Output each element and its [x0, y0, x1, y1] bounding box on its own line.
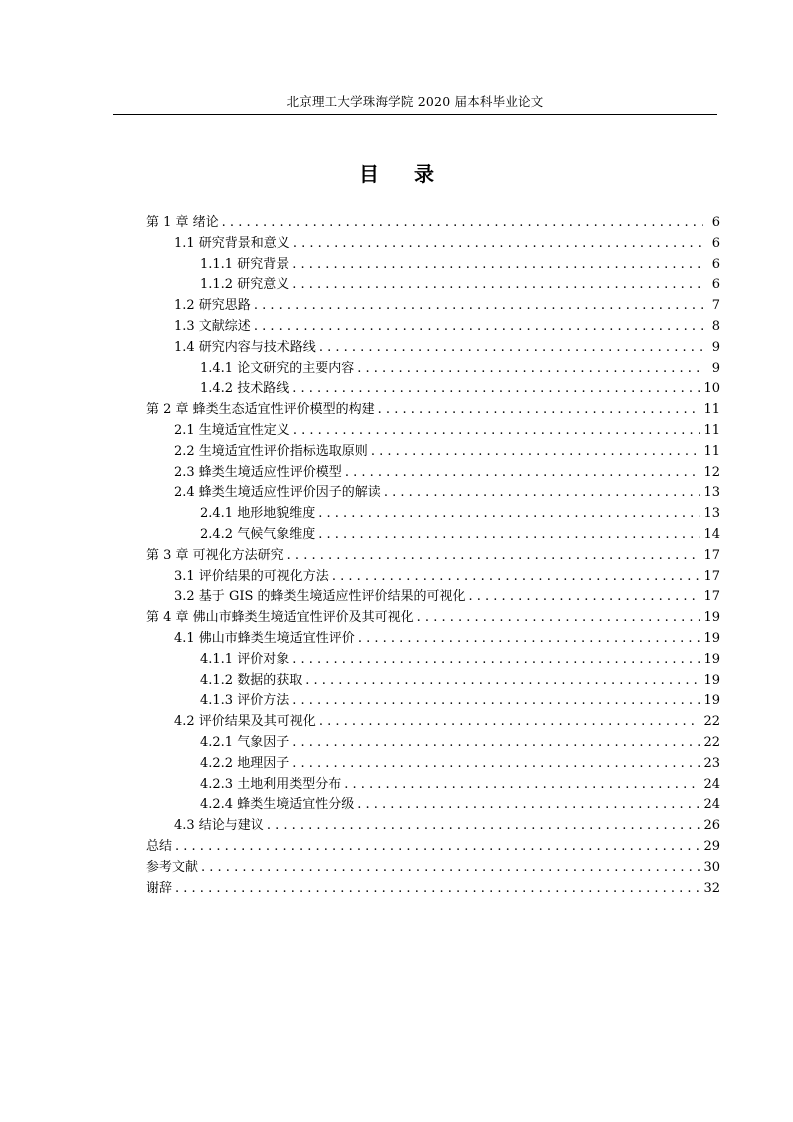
table-of-contents — [146, 213, 720, 899]
toc-page-number: 12 — [703, 464, 720, 480]
toc-entry-title: 2.4.2 气候气象维度 — [200, 526, 316, 542]
toc-dot-leader — [292, 754, 700, 775]
toc-page-number: 19 — [703, 651, 720, 667]
toc-entry-title: 4.1.1 评价对象 — [200, 651, 290, 667]
toc-entry-title: 1.1 研究背景和意义 — [174, 235, 290, 251]
toc-entry[interactable] — [146, 442, 720, 463]
toc-entry-title: 3.1 评价结果的可视化方法 — [174, 568, 329, 584]
toc-entry-title: 4.3 结论与建议 — [174, 818, 264, 834]
toc-dot-leader — [292, 379, 700, 400]
toc-entry[interactable] — [146, 317, 720, 338]
toc-dot-leader — [267, 816, 701, 837]
toc-entry-title: 2.4.1 地形地貌维度 — [200, 506, 316, 522]
toc-entry[interactable] — [146, 608, 720, 629]
toc-entry-title: 1.4.1 论文研究的主要内容 — [200, 360, 355, 376]
toc-entry-title: 谢辞 — [146, 880, 173, 896]
toc-entry-title: 1.1.1 研究背景 — [200, 256, 290, 272]
toc-entry[interactable] — [146, 463, 720, 484]
toc-page-number: 11 — [703, 402, 720, 418]
toc-entry[interactable] — [146, 379, 720, 400]
toc-dot-leader — [287, 546, 701, 567]
toc-page-number: 19 — [703, 672, 720, 688]
toc-entry[interactable] — [146, 213, 720, 234]
toc-entry-title: 第 1 章 绪论 — [146, 215, 219, 230]
toc-page-number: 9 — [711, 339, 720, 355]
toc-page-number: 6 — [711, 256, 720, 272]
toc-entry[interactable] — [146, 691, 720, 712]
toc-dot-leader — [175, 879, 700, 900]
toc-dot-leader — [371, 442, 701, 463]
toc-dot-leader — [357, 359, 703, 380]
toc-dot-leader — [292, 650, 700, 671]
toc-page-number: 9 — [711, 360, 720, 376]
toc-page-number: 6 — [711, 277, 720, 293]
toc-entry-title: 1.4 研究内容与技术路线 — [174, 339, 316, 355]
toc-entry[interactable] — [146, 629, 720, 650]
toc-entry[interactable] — [146, 712, 720, 733]
toc-dot-leader — [319, 338, 703, 359]
toc-dot-leader — [254, 296, 703, 317]
page-header: 北京理工大学珠海学院 2020 届本科毕业论文 — [286, 94, 544, 109]
toc-page-number: 26 — [703, 818, 720, 834]
toc-page-number: 13 — [703, 485, 720, 501]
toc-entry[interactable] — [146, 275, 720, 296]
toc-entry-title: 1.3 文献综述 — [174, 318, 251, 334]
toc-entry[interactable] — [146, 879, 720, 900]
toc-page-number: 19 — [703, 693, 720, 709]
toc-dot-leader — [318, 525, 700, 546]
toc-entry[interactable] — [146, 483, 720, 504]
toc-entry[interactable] — [146, 587, 720, 608]
toc-dot-leader — [222, 213, 703, 234]
toc-dot-leader — [384, 483, 701, 504]
toc-entry[interactable] — [146, 546, 720, 567]
toc-dot-leader — [378, 400, 701, 421]
toc-page-number: 22 — [703, 714, 720, 730]
toc-entry-title: 4.2.3 土地利用类型分布 — [200, 776, 342, 792]
toc-dot-leader — [292, 691, 700, 712]
toc-page-number: 32 — [703, 880, 720, 896]
toc-page-number: 6 — [711, 235, 720, 251]
toc-entry[interactable] — [146, 504, 720, 525]
toc-entry-title: 4.2.4 蜂类生境适宜性分级 — [200, 797, 355, 813]
toc-dot-leader — [175, 837, 700, 858]
toc-page-number: 8 — [711, 318, 720, 334]
toc-entry[interactable] — [146, 837, 720, 858]
toc-entry-title: 4.2 评价结果及其可视化 — [174, 714, 316, 730]
toc-entry-title: 4.1.2 数据的获取 — [200, 672, 303, 688]
toc-entry[interactable] — [146, 650, 720, 671]
toc-dot-leader — [358, 629, 701, 650]
toc-dot-leader — [344, 775, 700, 796]
header-divider — [113, 114, 717, 115]
toc-entry[interactable] — [146, 234, 720, 255]
toc-entry[interactable] — [146, 733, 720, 754]
toc-entry[interactable] — [146, 400, 720, 421]
toc-dot-leader — [345, 463, 701, 484]
toc-page-number: 14 — [703, 526, 720, 542]
toc-entry[interactable] — [146, 338, 720, 359]
toc-page-number: 11 — [703, 422, 720, 438]
toc-entry-title: 第 4 章 佛山市蜂类生境适宜性评价及其可视化 — [146, 610, 414, 626]
toc-page-number: 13 — [703, 506, 720, 522]
toc-dot-leader — [201, 858, 700, 879]
toc-page-number: 29 — [703, 838, 720, 854]
toc-entry[interactable] — [146, 525, 720, 546]
toc-dot-leader — [292, 255, 703, 276]
toc-entry-title: 2.3 蜂类生境适应性评价模型 — [174, 464, 342, 480]
toc-entry[interactable] — [146, 858, 720, 879]
toc-entry[interactable] — [146, 754, 720, 775]
toc-page-number: 23 — [703, 755, 720, 771]
toc-entry[interactable] — [146, 567, 720, 588]
toc-entry-title: 4.1 佛山市蜂类生境适宜性评价 — [174, 630, 355, 646]
toc-dot-leader — [305, 671, 700, 692]
toc-entry-title: 3.2 基于 GIS 的蜂类生境适应性评价结果的可视化 — [174, 589, 466, 605]
toc-entry[interactable] — [146, 775, 720, 796]
toc-page-number: 30 — [703, 859, 720, 875]
toc-entry-title: 参考文献 — [146, 859, 199, 875]
toc-entry-title: 4.2.2 地理因子 — [200, 755, 290, 771]
toc-dot-leader — [318, 504, 700, 525]
toc-page-number: 19 — [703, 630, 720, 646]
toc-entry-title: 1.2 研究思路 — [174, 298, 251, 314]
toc-entry-title: 总结 — [146, 838, 173, 854]
toc-entry[interactable] — [146, 359, 720, 380]
toc-dot-leader — [254, 317, 703, 338]
toc-entry-title: 2.1 生境适宜性定义 — [174, 422, 290, 438]
toc-page-number: 17 — [703, 547, 720, 563]
toc-dot-leader — [293, 234, 703, 255]
toc-page-number: 24 — [703, 797, 720, 813]
toc-dot-leader — [357, 795, 700, 816]
toc-entry[interactable] — [146, 421, 720, 442]
toc-entry-title: 2.2 生境适宜性评价指标选取原则 — [174, 443, 368, 459]
toc-page-number: 22 — [703, 734, 720, 750]
toc-dot-leader — [292, 733, 700, 754]
toc-dot-leader — [293, 421, 701, 442]
toc-page-number: 24 — [703, 776, 720, 792]
toc-page-number: 10 — [703, 381, 720, 397]
toc-title: 目 录 — [359, 162, 448, 186]
toc-page-number: 6 — [711, 215, 720, 230]
toc-dot-leader — [319, 712, 701, 733]
toc-page-number: 17 — [703, 568, 720, 584]
toc-entry-title: 第 2 章 蜂类生态适宜性评价模型的构建 — [146, 402, 375, 418]
toc-entry-title: 2.4 蜂类生境适应性评价因子的解读 — [174, 485, 381, 501]
toc-dot-leader — [292, 275, 703, 296]
toc-page-number: 7 — [711, 298, 720, 314]
toc-entry[interactable] — [146, 296, 720, 317]
toc-entry-title: 1.1.2 研究意义 — [200, 277, 290, 293]
toc-entry[interactable] — [146, 816, 720, 837]
toc-entry[interactable] — [146, 255, 720, 276]
toc-entry[interactable] — [146, 795, 720, 816]
toc-page-number: 19 — [703, 610, 720, 626]
toc-page-number: 17 — [703, 589, 720, 605]
toc-page-number: 11 — [703, 443, 720, 459]
toc-entry-title: 4.2.1 气象因子 — [200, 734, 290, 750]
toc-entry-title: 4.1.3 评价方法 — [200, 693, 290, 709]
toc-entry[interactable] — [146, 671, 720, 692]
toc-dot-leader — [332, 567, 701, 588]
toc-dot-leader — [417, 608, 701, 629]
toc-dot-leader — [469, 587, 701, 608]
toc-entry-title: 第 3 章 可视化方法研究 — [146, 547, 284, 563]
toc-entry-title: 1.4.2 技术路线 — [200, 381, 290, 397]
